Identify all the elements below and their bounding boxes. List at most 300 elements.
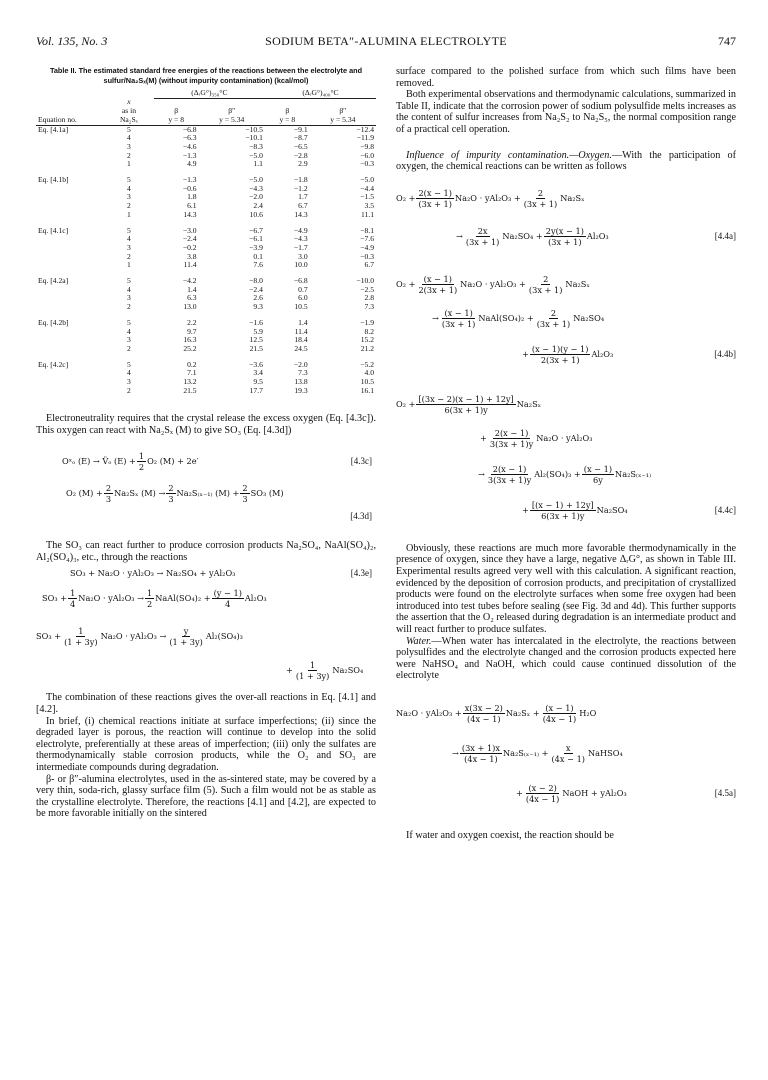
table-cell: −2.0 (293, 359, 308, 369)
table-cell: −4.9 (360, 242, 374, 252)
table-cell: −4.3 (249, 183, 263, 193)
eq-text: SO₃ + Na₂O · yAl₂O₃ → Na₂SO₄ + yAl₂O₃ (70, 567, 236, 578)
frac-num: (3x + 1)x (461, 743, 500, 754)
table-row (36, 387, 376, 396)
eq-text: H₂O (579, 708, 597, 719)
frac-num: 2 (242, 483, 248, 494)
frac-den: 4 (225, 598, 231, 609)
eq-text: Na₂SO₄ (332, 664, 364, 675)
table-row (36, 328, 376, 337)
table-cell: 13.2 (183, 377, 197, 387)
table-cell (36, 143, 104, 152)
col-x-head: x (127, 97, 131, 107)
table-row (36, 336, 376, 345)
table-cell: −6.8 (182, 124, 197, 134)
table-cell: −6.0 (360, 150, 374, 160)
frac-den: 6y (592, 475, 603, 486)
table-cell: 4 (127, 368, 131, 378)
table-cell: Eq. [4.2c] (38, 359, 69, 369)
frac-den: (4x − 1) (467, 714, 501, 725)
col-equation: Equation no. (38, 114, 77, 124)
frac-num: (y − 1) (213, 587, 242, 598)
table-cell (36, 303, 104, 312)
page-number: 747 (718, 34, 736, 48)
frac-den: 2(3x + 1) (540, 355, 580, 366)
eq-text: Na₂Sₓ (M) → (114, 487, 166, 498)
table-cell: 18.4 (294, 335, 308, 345)
eq-text: Na₂O · yAl₂O₃ (536, 432, 593, 443)
equation-4-3c (62, 449, 376, 475)
table-cell: 2 (127, 302, 131, 312)
eq-text: Na₂S₍ₓ₋₁₎ (M) + (176, 487, 240, 498)
eq-text: O₂ (M) + (66, 487, 103, 498)
table-cell: 4 (127, 133, 131, 143)
section-head-water: Water. (406, 635, 432, 647)
equation-4-4b-line1 (396, 271, 736, 299)
frac-den: 3(3x + 1)y (487, 475, 532, 486)
table-cell: 0.1 (253, 251, 263, 261)
col-y8-350: y = 8 (168, 114, 185, 124)
eq-text: Na₂O · yAl₂O₃ → (78, 592, 145, 603)
frac-num: [(3x − 2)(x − 1) + 12y] (418, 394, 514, 405)
table-row (36, 319, 376, 328)
equation-al2so43-cont: + $\frac{1}{(1 + 3y)}$ Na₂SO₄ (286, 659, 364, 681)
table-cell: −6.7 (249, 225, 263, 235)
frac-num: 1 (147, 587, 153, 598)
frac-num: [(x − 1) + 12y] (531, 500, 594, 511)
eq-number: [4.3c] (350, 455, 372, 466)
table-cell: −6.3 (182, 133, 197, 143)
frac-num: 2 (543, 274, 549, 285)
table-cell (36, 294, 104, 303)
table-cell: 1 (127, 209, 131, 219)
table-row (36, 345, 376, 354)
eq-text: Na₂SO₄ + (502, 230, 543, 241)
table-row (36, 294, 376, 303)
table-cell (36, 286, 104, 295)
table-cell: 14.3 (294, 209, 308, 219)
frac-num: 2y(x − 1) (545, 226, 584, 237)
equation-4-4c-line4: + $\frac{[(x - 1) + 12y]}{6(3x + 1)y}$ Na₂SO₄ [4.4c] (522, 500, 736, 522)
eq-text: Al₂O₃ (591, 348, 614, 359)
table-cell: 21.2 (360, 343, 374, 353)
table-cell: 4.9 (187, 159, 197, 169)
eq-text: Al₂O₃ (244, 592, 267, 603)
frac-den: (3x + 1) (523, 199, 558, 210)
table-cell: 13.0 (183, 302, 197, 312)
table-cell: −2.0 (249, 192, 263, 202)
table-cell (36, 202, 104, 211)
table-row (36, 134, 376, 143)
running-header (36, 34, 736, 50)
table-row (36, 369, 376, 378)
eq-text: Oˣₒ (E) → V̈ₒ (E) + (62, 455, 136, 466)
table-cell: −8.1 (360, 225, 374, 235)
eq-text: Na₂O · yAl₂O₃ + (460, 278, 526, 289)
frac-num: (x − 1) (545, 703, 574, 714)
table-cell: 3.4 (253, 368, 263, 378)
frac-num: (x − 1)(y − 1) (531, 344, 589, 355)
frac-den: (4x − 1) (525, 794, 560, 805)
para-water-text: —When water has intercalated in the electrolyte, the reactions between polysulfides and the electrolyte changed and the corrosion products expected here were NaHSO₄ and NaOH, which could cause continued dissolution of the electrolyte (396, 635, 736, 682)
table-cell: −1.7 (293, 242, 308, 252)
para-combination: The combination of these reactions gives the over-all reactions in Eq. [4.1] and [4.2]. (36, 692, 376, 716)
eq-text: O₂ + (396, 398, 416, 409)
table-cell: 3.8 (187, 251, 197, 261)
frac-num: 1 (138, 451, 145, 462)
eq-text: NaAl(SO₄)₂ + (155, 592, 211, 603)
table-cell: 5 (127, 317, 131, 327)
table-cell (36, 152, 104, 161)
col-betapp-400: β″ (339, 106, 347, 116)
frac-den: 3(3x + 1)y (489, 439, 534, 450)
table-cell: −10.0 (356, 276, 374, 286)
table-cell: 19.3 (294, 385, 308, 395)
table-cell: 2 (127, 385, 131, 395)
col-x-as-in: as in (121, 106, 136, 116)
frac-num: x(3x − 2) (464, 703, 503, 714)
table-cell: 6.3 (187, 293, 197, 303)
equation-al2so43 (36, 622, 376, 650)
table-cell: 5 (127, 225, 131, 235)
section-head-oxygen: Influence of impurity contamination.—Oxygen. (406, 149, 612, 161)
table-cell: −1.2 (293, 183, 308, 193)
table-cell: 17.7 (249, 385, 263, 395)
col-y8-400: y = 8 (279, 114, 296, 124)
table-cell: 9.3 (253, 302, 263, 312)
table-cell: 6.1 (187, 201, 197, 211)
frac-den: (1 + 3y) (169, 636, 203, 647)
para-water-oxygen: If water and oxygen coexist, the reaction should be (406, 829, 614, 841)
eq-number: [4.3d] (350, 510, 372, 521)
eq-text: O₂ + (396, 278, 416, 289)
table-cell: −11.9 (356, 133, 374, 143)
table-cell: Eq. [4.1a] (38, 124, 69, 134)
eq-text: Na₂Sₓ + (505, 708, 540, 719)
frac-num: y (183, 625, 189, 636)
table-cell: 6.0 (298, 293, 308, 303)
table-cell: −3.9 (249, 242, 263, 252)
journal-volume: Vol. 135, No. 3 (36, 34, 108, 48)
equation-naal (42, 584, 376, 612)
table-row (36, 143, 376, 152)
eq-text: Na₂O · yAl₂O₃ + (454, 192, 521, 203)
frac-den: (4x − 1) (542, 714, 577, 725)
table-cell: −6.5 (293, 141, 308, 151)
para-electroneutrality: Electroneutrality requires that the crystal release the excess oxygen (Eq. [4.3c]). This oxygen can react with Na₂Sₓ (M) to give SO₃ (Eq. [4.3d]) (36, 413, 376, 437)
table-cell: −0.2 (182, 242, 197, 252)
frac-num: 2 (550, 308, 557, 319)
table-cell: 1.4 (298, 317, 308, 327)
frac-num: (x − 1) (583, 464, 613, 475)
para-surface: surface compared to the polished surface from which such films have been removed. (396, 66, 736, 89)
table-cell: 24.5 (294, 343, 308, 353)
table-cell: −1.5 (360, 192, 374, 202)
table-cell (36, 387, 104, 396)
table-cell: Eq. [4.2b] (38, 317, 69, 327)
table-cell: 4 (127, 183, 131, 193)
table-cell: −3.6 (249, 359, 263, 369)
frac-den: (1 + 3y) (64, 636, 98, 647)
frac-num: x (565, 743, 571, 754)
col-na2sx: Na₂Sₓ (119, 114, 138, 124)
table-cell (36, 235, 104, 244)
table-cell: 1.7 (298, 192, 308, 202)
table-cell: 5 (127, 359, 131, 369)
table-cell: 21.5 (183, 385, 197, 395)
table-cell: 2 (127, 150, 131, 160)
eq-text: SO₃ + (36, 630, 62, 641)
table-cell: 1 (127, 260, 131, 270)
equation-4-4b-line3: + $\frac{(x - 1)(y - 1)}{2(3x + 1)}$ Al₂O₃ [4.4b] (522, 344, 736, 366)
table-cell: Eq. [4.1b] (38, 175, 69, 185)
eq-text: SO₃ (M) (250, 487, 284, 498)
frac-num: (x − 2) (528, 783, 557, 794)
table-cell: 7.6 (253, 260, 263, 270)
eq-text: Na₂O · yAl₂O₃ → (100, 630, 167, 641)
table-cell: −8.3 (249, 141, 263, 151)
table-cell: 1.1 (253, 159, 263, 169)
table-cell: 3 (127, 192, 131, 202)
frac-den: (3x + 1) (536, 319, 571, 330)
table-cell: 0.7 (298, 284, 308, 294)
table-cell: 6.7 (298, 201, 308, 211)
group-350: (ΔᵣG°)₃₅₀°C (154, 89, 265, 98)
table-row (36, 160, 376, 169)
table-row (36, 253, 376, 262)
table-cell: 3 (127, 141, 131, 151)
eq-text: NaAl(SO₄)₂ + (478, 312, 534, 323)
table-cell: −5.0 (249, 175, 263, 185)
table-cell: 13.8 (294, 377, 308, 387)
table-cell: −1.6 (249, 317, 263, 327)
table-cell: 11.4 (183, 260, 197, 270)
equation-4-4c-line3: → $\frac{2(x - 1)}{3(3x + 1)y}$ Al₂(SO₄)₃ + $\frac{(x - 1)}{6y}$ Na₂S₍ₓ₋₁₎ (478, 464, 652, 486)
table-cell: 3 (127, 377, 131, 387)
table-cell: 3.5 (364, 201, 374, 211)
para-water (396, 636, 736, 682)
table-cell: −2.5 (360, 284, 374, 294)
table-cell: −0.6 (182, 183, 197, 193)
table-cell: 12.5 (249, 335, 263, 345)
table-row (36, 378, 376, 387)
table-cell: 3 (127, 242, 131, 252)
frac-num: (x − 1) (423, 274, 452, 285)
table-cell: −0.3 (360, 159, 374, 169)
table-cell: 7.1 (187, 368, 197, 378)
table-cell: 2.9 (298, 159, 308, 169)
frac-den: (3x + 1) (441, 319, 476, 330)
table-cell: −6.1 (249, 234, 263, 244)
table-cell: 15.2 (360, 335, 374, 345)
table-cell: 2 (127, 201, 131, 211)
table-row (36, 261, 376, 270)
frac-den: 3 (242, 494, 248, 505)
table-cell (36, 160, 104, 169)
table-cell: 1.8 (187, 192, 197, 202)
table-cell: 21.5 (249, 343, 263, 353)
eq-text: Al₂O₃ (586, 230, 609, 241)
frac-num: 2 (105, 483, 112, 494)
table-row (36, 361, 376, 370)
table-cell: 25.2 (183, 343, 197, 353)
table-cell: 1 (127, 159, 131, 169)
eq-number: [4.4b] (714, 348, 736, 359)
table-cell: −0.3 (360, 251, 374, 261)
table-cell: −5.0 (249, 150, 263, 160)
table-cell: −4.3 (293, 234, 308, 244)
eq-text: Al₂(SO₄)₃ + (534, 468, 581, 479)
table-cell: −5.2 (360, 359, 374, 369)
table-row (36, 235, 376, 244)
table-cell (36, 369, 104, 378)
eq-number: [4.4a] (714, 230, 736, 241)
frac-den: 6(3x + 1)y (541, 511, 585, 522)
para-oxygen (396, 150, 736, 173)
group-400: (ΔᵣG°)₄₀₀°C (265, 89, 376, 98)
table-cell: 0.2 (187, 359, 197, 369)
eq-text: Na₂Sₓ (516, 398, 542, 409)
left-column (36, 66, 376, 820)
para-obviously: Obviously, these reactions are much more favorable thermodynamically in the presence of oxygen, since they have a large, negative ΔᵣG°, as shown in Table III. Experimental results agreed very well with this calculation. A significant reaction, evidenced by the deposition of corrosion products, and precipitation of crystallized products were found on the electrolyte surfaces when some free oxygen had been introduced into test tubes before sealing (see Fig. 3d and 4d). This further supports the assertion that the O₂ released during degradation is an intermediate product and will react further to produce sulfates. (396, 542, 736, 635)
eq-text: O₂ + (396, 192, 416, 203)
table-cell (36, 134, 104, 143)
col-beta-350: β (174, 106, 179, 116)
table-cell: −9.8 (360, 141, 374, 151)
table-cell (36, 328, 104, 337)
table-cell: 5.9 (253, 326, 263, 336)
col-betapp-350: β″ (228, 106, 236, 116)
table-row (36, 286, 376, 295)
frac-num: 1 (78, 625, 84, 636)
table-cell: −10.1 (245, 133, 263, 143)
table-cell: −12.4 (356, 124, 374, 134)
table-cell: 3 (127, 293, 131, 303)
equation-4-3d (66, 481, 376, 507)
table-cell: Eq. [4.2a] (38, 276, 69, 286)
table-row (36, 227, 376, 236)
eq-text: O₂ (M) + 2e′ (147, 455, 199, 466)
table-cell: 9.7 (187, 326, 197, 336)
frac-num: 1 (310, 659, 316, 670)
table-cell: 2.4 (253, 201, 263, 211)
table-cell: −1.3 (182, 175, 197, 185)
equation-4-4c-line2: + $\frac{2(x - 1)}{3(3x + 1)y}$ Na₂O · yAl₂O₃ (480, 428, 593, 450)
eq-text: Na₂Sₓ (560, 192, 585, 203)
free-energy-table (36, 89, 376, 395)
para-oxygen-text: —With the participation of oxygen, the chemical reactions can be written as follows (396, 149, 736, 173)
table-cell: 3.0 (298, 251, 308, 261)
table-cell (36, 253, 104, 262)
frac-num: (x − 1) (444, 308, 473, 319)
table-cell (36, 211, 104, 220)
table-cell: −4.9 (293, 225, 308, 235)
table-cell: 2 (127, 251, 131, 261)
col-y534-400: y = 5.34 (330, 114, 356, 124)
table-cell (36, 193, 104, 202)
frac-den: 4 (70, 598, 76, 609)
frac-den: 3 (105, 494, 112, 505)
equation-4-5a-line3: + $\frac{(x - 2)}{(4x - 1)}$ NaOH + yAl₂O₃ [4.5a] (516, 783, 736, 805)
equation-4-3e (70, 566, 376, 580)
table-row (36, 244, 376, 253)
table-cell: 11.1 (360, 209, 374, 219)
table-cell: −8.0 (249, 276, 263, 286)
eq-text: Na₂SO₄ (596, 504, 628, 515)
table-cell (36, 244, 104, 253)
table-row (36, 303, 376, 312)
eq-text: Na₂S₍ₓ₋₁₎ (615, 468, 652, 479)
table-cell: −2.4 (182, 234, 197, 244)
table-cell: −4.6 (182, 141, 197, 151)
table-cell: 14.3 (183, 209, 197, 219)
frac-den: 3 (168, 494, 174, 505)
frac-den: 2 (147, 598, 153, 609)
table-cell: 10.5 (360, 377, 374, 387)
table-cell: 16.1 (360, 385, 374, 395)
frac-den: 6(3x + 1)y (444, 405, 488, 416)
equation-4-4b-line2: → $\frac{(x - 1)}{(3x + 1)}$ NaAl(SO₄)₂ + $\frac{2}{(3x + 1)}$ Na₂SO₄ (432, 308, 605, 330)
frac-den: (3x + 1) (548, 237, 582, 248)
para-both-experimental: Both experimental observations and thermodynamic calculations, summarized in Table II, indicate that the corrosion power of sodium polysulfide melts increases as the content of sulfur increases from Na₂S₂ to Na₂S₅, the normal composition range of a practical cell operation. (396, 89, 736, 135)
table-cell: −1.8 (293, 175, 308, 185)
table-cell: −2.8 (293, 150, 308, 160)
frac-num: 1 (70, 587, 76, 598)
eq-number: [4.5a] (714, 788, 736, 799)
table-cell: 3 (127, 335, 131, 345)
table-cell: 9.5 (253, 377, 263, 387)
table-cell: 8.2 (364, 326, 374, 336)
frac-num: 2x (477, 226, 488, 237)
table-cell: −4.2 (182, 276, 197, 286)
table-cell: 5 (127, 124, 131, 134)
table-cell: 4.0 (364, 368, 374, 378)
table-row (36, 125, 376, 134)
table-cell: −10.5 (245, 124, 263, 134)
eq-number: [4.3e] (350, 567, 372, 578)
table-cell: −3.0 (182, 225, 197, 235)
table-cell: 2.8 (364, 293, 374, 303)
equation-4-4c-line1 (396, 391, 736, 419)
table-cell: −8.7 (293, 133, 308, 143)
table-cell: 4 (127, 234, 131, 244)
table-cell (36, 345, 104, 354)
equation-4-4a-line1 (396, 185, 736, 213)
eq-text: NaOH + yAl₂O₃ (562, 788, 627, 799)
table-cell: 16.3 (183, 335, 197, 345)
eq-text: Na₂S₍ₓ₋₁₎ + (502, 748, 549, 759)
eq-text: NaHSO₄ (587, 748, 623, 759)
equation-4-5a-line2: → $\frac{(3x + 1)x}{(4x - 1)}$ Na₂S₍ₓ₋₁₎ + $\frac{x}{(4x - 1)}$ NaHSO₄ (452, 743, 623, 765)
table-cell: 2.6 (253, 293, 263, 303)
frac-num: 2 (168, 483, 174, 494)
frac-den: (4x − 1) (464, 754, 498, 765)
table-cell: −2.4 (249, 284, 263, 294)
table-cell: 10.5 (294, 302, 308, 312)
frac-num: 2(x − 1) (418, 188, 452, 199)
eq-text: Al₂(SO₄)₃ (205, 630, 243, 641)
para-in-brief: In brief, (i) chemical reactions initiate at surface imperfections; (ii) since the degraded layer is porous, the reaction will continue to develop into the solid electrolyte, preferentially at these areas of imperfection; (iii) only the sulfates are thermodynamically stable corrosion products, while the O₂ and SO₃ are intermediate compounds during degradation. (36, 715, 376, 774)
article-running-title: SODIUM BETA″-ALUMINA ELECTROLYTE (265, 34, 507, 48)
table-cell: 5 (127, 276, 131, 286)
table-cell: 1.4 (187, 284, 197, 294)
table-cell (36, 336, 104, 345)
eq-text: Na₂SO₄ (573, 312, 605, 323)
table-cell: 10.6 (249, 209, 263, 219)
table-row (36, 202, 376, 211)
table-cell: Eq. [4.1c] (38, 225, 69, 235)
table-cell: 7.3 (364, 302, 374, 312)
